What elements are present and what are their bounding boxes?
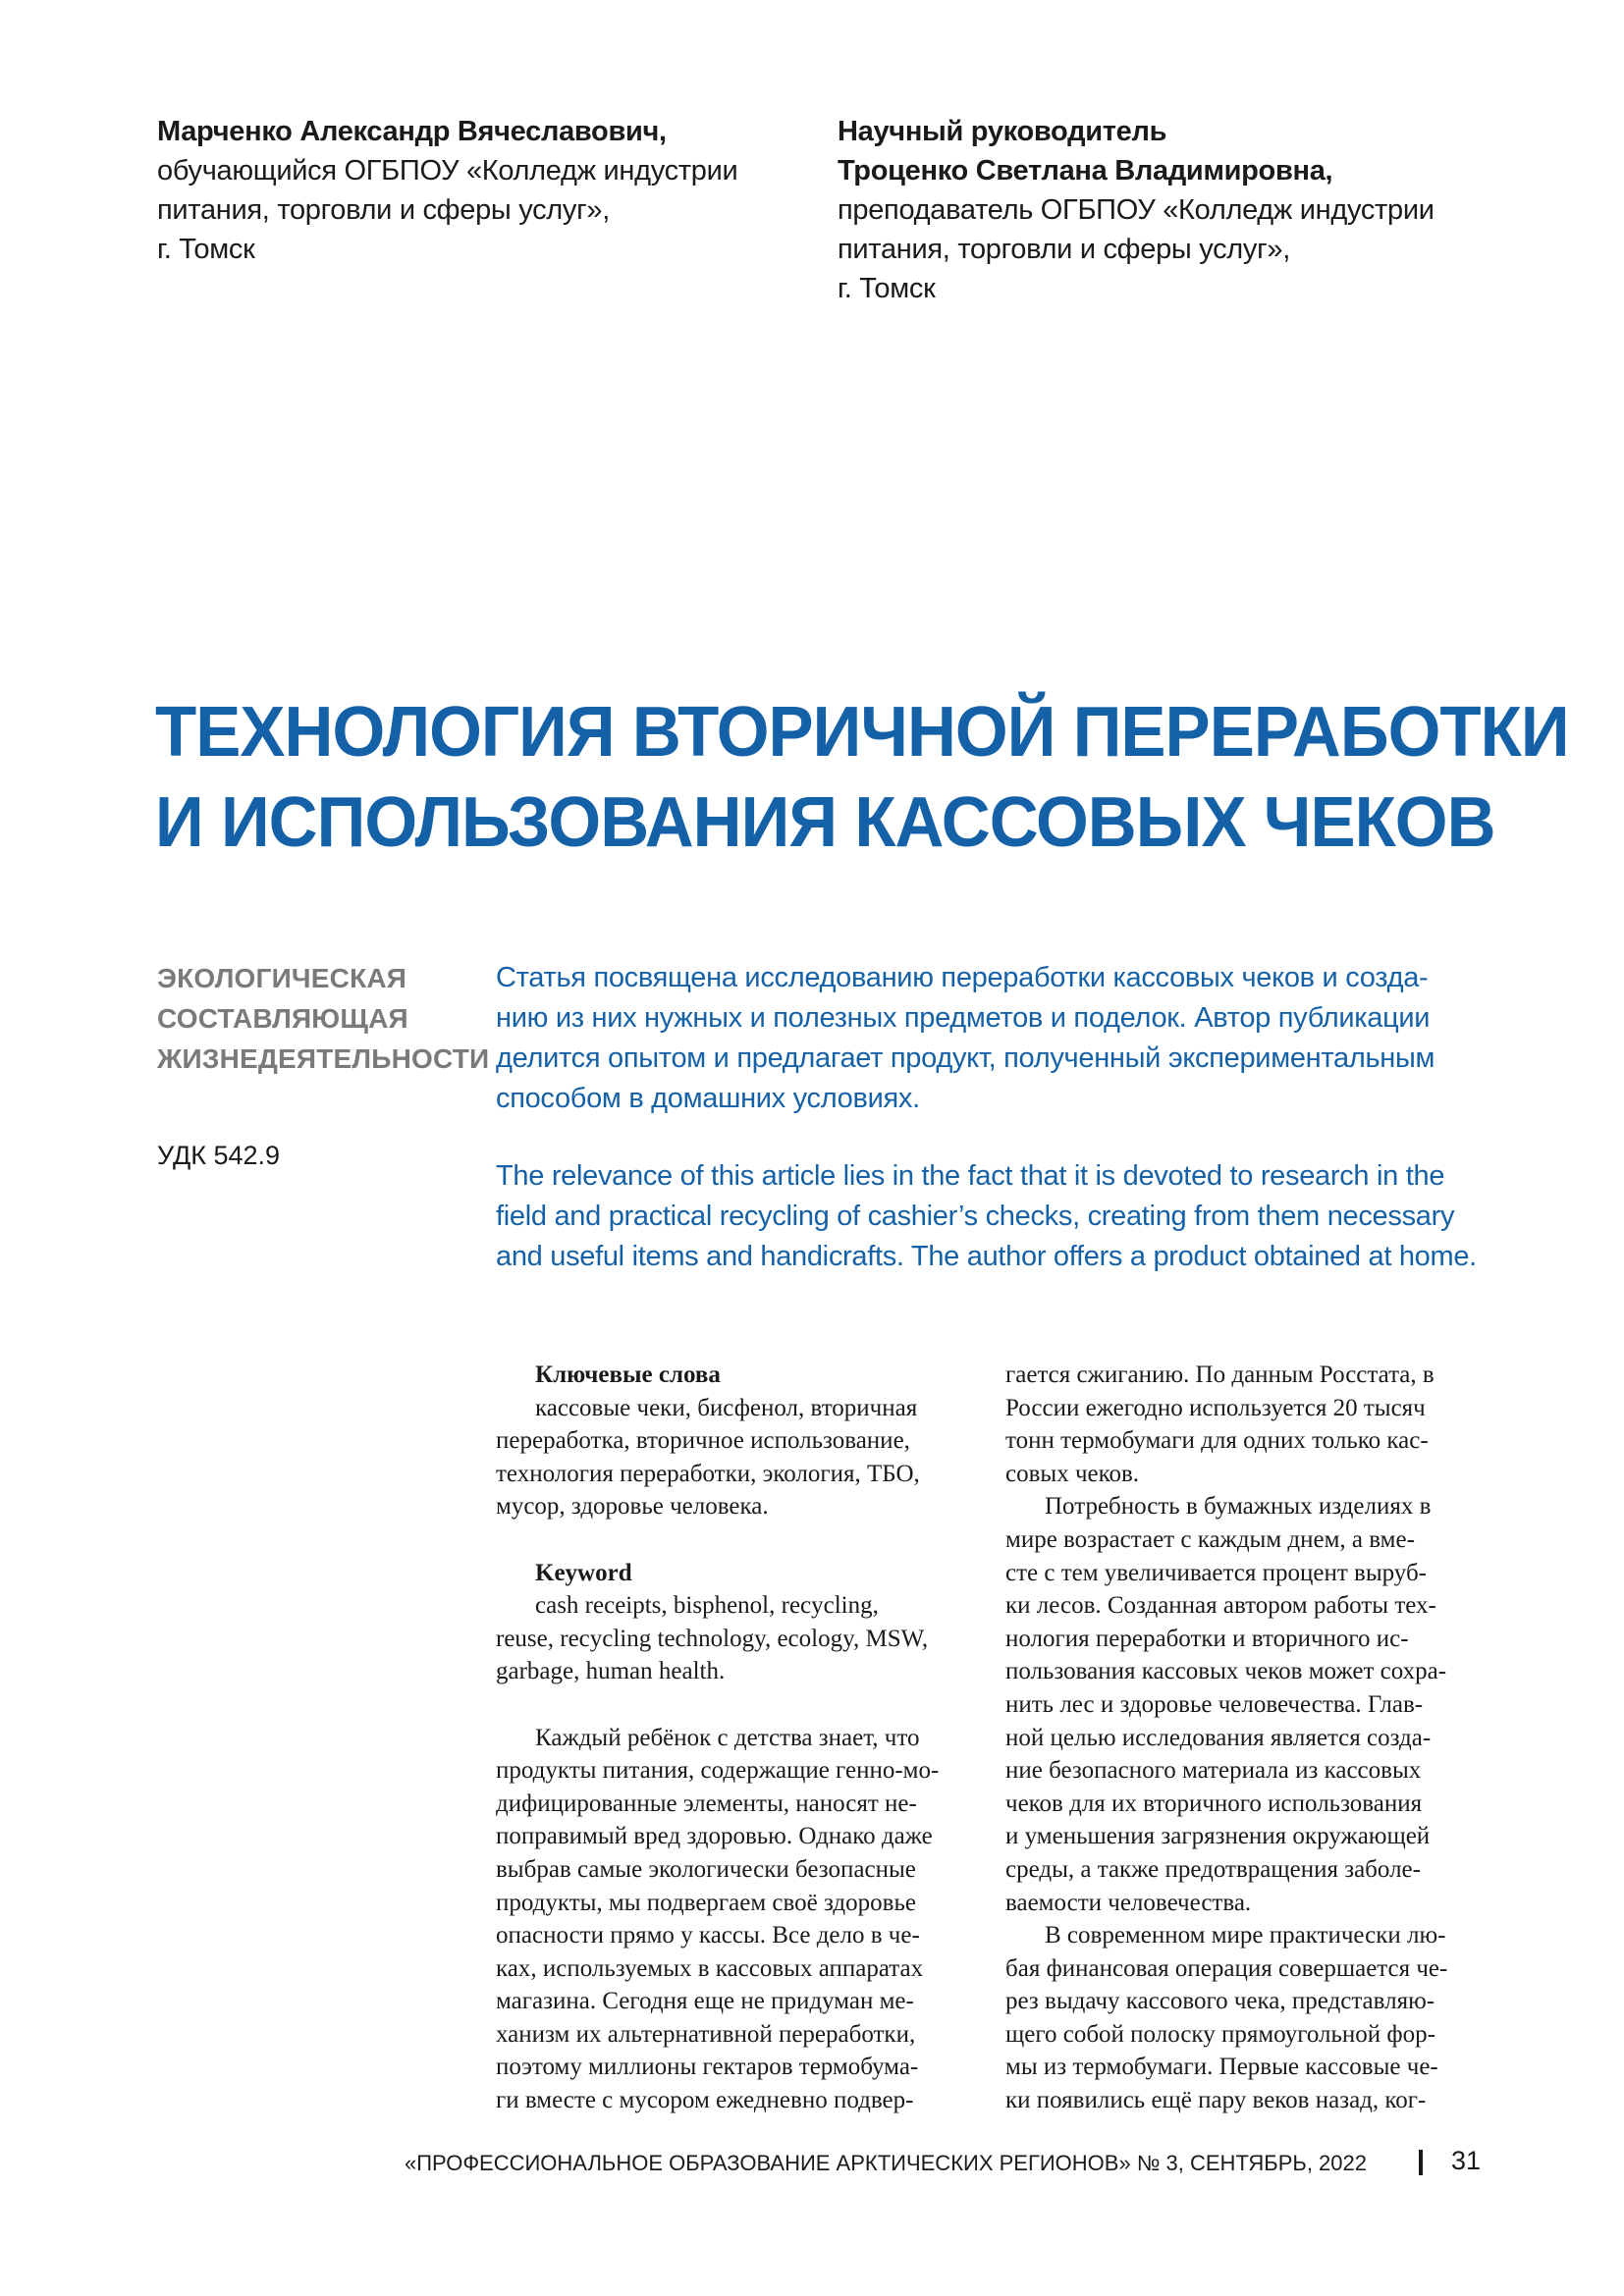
body-line: и уменьшения загрязнения окружающей xyxy=(1005,1823,1431,1850)
abstract-english xyxy=(496,1156,1478,1277)
keywords-en-heading: Keyword xyxy=(535,1559,632,1586)
body-line: нология переработки и вторичного ис- xyxy=(1005,1625,1409,1652)
keywords-line: кассовые чеки, бисфенол, вторичная xyxy=(535,1394,918,1421)
article-title xyxy=(155,687,1569,868)
article-title-line: И ИСПОЛЬЗОВАНИЯ КАССОВЫХ ЧЕКОВ xyxy=(155,783,1495,862)
body-column-left xyxy=(496,1359,972,2117)
author-affiliation-line: питания, торговли и сферы услуг», xyxy=(157,194,610,226)
body-line: ваемости человечества. xyxy=(1005,1889,1252,1916)
body-line: ной целью исследования является созда- xyxy=(1005,1724,1432,1751)
keywords-line: переработка, вторичное использование, xyxy=(496,1427,910,1455)
body-line: нить лес и здоровье человечества. Глав- xyxy=(1005,1690,1424,1718)
footer-journal-info: «ПРОФЕССИОНАЛЬНОЕ ОБРАЗОВАНИЕ АРКТИЧЕСКИХ РЕГИОНОВ» № 3, СЕНТЯБРЬ, 2022 xyxy=(404,2151,1367,2175)
abstract-line: делится опытом и предлагает продукт, полученный экспериментальным xyxy=(496,1042,1435,1074)
keywords-en-line: cash receipts, bisphenol, recycling, xyxy=(535,1592,879,1620)
body-line: ги вместе с мусором ежедневно подвер- xyxy=(496,2087,914,2114)
body-line: ки появились ещё пару веков назад, ког- xyxy=(1005,2087,1427,2114)
body-line: пользования кассовых чеков может сохра- xyxy=(1005,1658,1447,1685)
keywords-line: технология переработки, экология, ТБО, xyxy=(496,1460,920,1487)
body-line: сте с тем увеличивается процент выруб- xyxy=(1005,1559,1428,1586)
article-title-line: ТЕХНОЛОГИЯ ВТОРИЧНОЙ ПЕРЕРАБОТКИ xyxy=(155,693,1569,772)
abstract-line: нию из них нужных и полезных предметов и поделок. Автор публикации xyxy=(496,1002,1431,1034)
body-line: выбрав самые экологически безопасные xyxy=(496,1855,916,1883)
spacer xyxy=(496,1688,972,1722)
body-line: ние безопасного материала из кассовых xyxy=(1005,1757,1422,1785)
body-line: среды, а также предотвращения заболе- xyxy=(1005,1855,1421,1883)
udk-code: УДК 542.9 xyxy=(157,1141,281,1170)
body-line: щего собой полоску прямоугольной фор- xyxy=(1005,2020,1435,2048)
abstract-line: The relevance of this article lies in the fact that it is devoted to research in the xyxy=(496,1160,1445,1192)
body-line: чеков для их вторичного использования xyxy=(1005,1789,1423,1817)
keywords-en-line: garbage, human health. xyxy=(496,1658,726,1685)
body-line: гается сжиганию. По данным Росстата, в xyxy=(1005,1362,1435,1388)
body-line: магазина. Сегодня еще не придуман ме- xyxy=(496,1988,914,2015)
body-line: ханизм их альтернативной переработки, xyxy=(496,2020,916,2048)
supervisor-affiliation-line: преподаватель ОГБПОУ «Колледж индустрии xyxy=(838,194,1435,226)
author-affiliation-line: обучающийся ОГБПОУ «Колледж индустрии xyxy=(157,155,738,187)
keywords-en-line: reuse, recycling technology, ecology, MSW, xyxy=(496,1625,929,1652)
body-line: рез выдачу кассового чека, представляю- xyxy=(1005,1988,1435,2015)
body-line: ках, используемых в кассовых аппаратах xyxy=(496,1954,924,1982)
body-line: мы из термобумаги. Первые кассовые че- xyxy=(1005,2054,1438,2081)
abstract-line: and useful items and handicrafts. The author offers a product obtained at home. xyxy=(496,1241,1477,1272)
rubric-line: СОСТАВЛЯЮЩАЯ xyxy=(157,1003,408,1034)
body-line: бая финансовая операция совершается че- xyxy=(1005,1954,1448,1982)
page-number: 31 xyxy=(1451,2146,1482,2175)
body-line: ки лесов. Созданная автором работы тех- xyxy=(1005,1592,1436,1620)
body-line: России ежегодно используется 20 тысяч xyxy=(1005,1394,1426,1421)
body-line: поэтому миллионы гектаров термобума- xyxy=(496,2054,919,2081)
supervisor-city: г. Томск xyxy=(838,273,936,304)
supervisor-role: Научный руководитель xyxy=(838,116,1167,147)
body-column-right xyxy=(1005,1359,1482,2117)
abstract-line: field and practical recycling of cashier’s checks, creating from them necessary xyxy=(496,1201,1455,1232)
author-info xyxy=(157,112,737,269)
body-line: дифицированные элементы, наносят не- xyxy=(496,1789,917,1817)
body-line: совых чеков. xyxy=(1005,1460,1140,1487)
spacer xyxy=(496,1523,972,1557)
rubric-line: ЭКОЛОГИЧЕСКАЯ xyxy=(157,963,407,993)
body-line: продукты, мы подвергаем своё здоровье xyxy=(496,1889,916,1916)
footer-divider xyxy=(1419,2150,1423,2175)
body-line: поправимый вред здоровью. Однако даже xyxy=(496,1823,933,1850)
section-rubric xyxy=(157,958,489,1079)
abstract-line: способом в домашних условиях. xyxy=(496,1083,920,1114)
body-line: мире возрастает с каждым днем, а вме- xyxy=(1005,1525,1415,1553)
abstract-russian xyxy=(496,958,1478,1119)
supervisor-info xyxy=(838,112,1435,308)
abstract-line: Статья посвящена исследованию переработки кассовых чеков и созда- xyxy=(496,962,1429,993)
body-line: Каждый ребёнок с детства знает, что xyxy=(535,1724,920,1751)
body-line: тонн термобумаги для одних только кас- xyxy=(1005,1427,1429,1455)
author-name: Марченко Александр Вячеславович, xyxy=(157,116,667,147)
body-line: В современном мире практически лю- xyxy=(1045,1922,1446,1949)
supervisor-affiliation-line: питания, торговли и сферы услуг», xyxy=(838,234,1290,265)
rubric-line: ЖИЗНЕДЕЯТЕЛЬНОСТИ xyxy=(157,1043,490,1074)
keywords-line: мусор, здоровье человека. xyxy=(496,1493,769,1521)
keywords-heading: Ключевые слова xyxy=(535,1362,721,1388)
author-city: г. Томск xyxy=(157,234,255,265)
body-line: опасности прямо у кассы. Все дело в че- xyxy=(496,1922,920,1949)
body-line: продукты питания, содержащие генно-мо- xyxy=(496,1757,940,1785)
supervisor-name: Троценко Светлана Владимировна, xyxy=(838,155,1333,187)
body-line: Потребность в бумажных изделиях в xyxy=(1045,1493,1432,1521)
